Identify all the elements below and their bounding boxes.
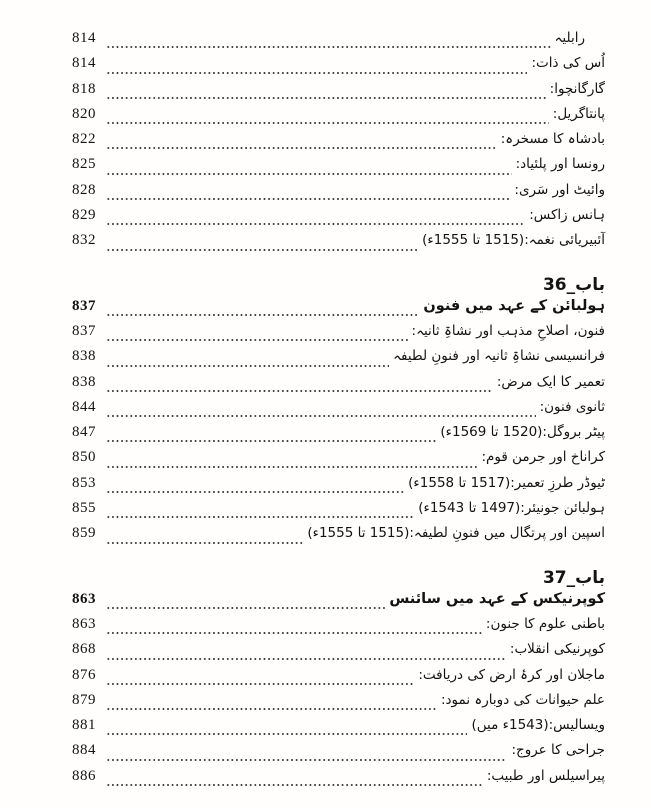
page-number: 832 <box>72 232 96 249</box>
dotted-leader <box>106 631 482 635</box>
toc-entry-row <box>72 591 605 616</box>
dotted-leader <box>106 45 551 49</box>
toc-entry-row <box>72 374 605 399</box>
toc-entry-row <box>72 449 605 474</box>
entry-title: ثانوی فنون: <box>539 398 605 415</box>
dotted-leader <box>106 707 437 711</box>
dotted-leader <box>106 96 546 100</box>
entry-title: کوپرنیکی انقلاب: <box>509 641 605 658</box>
dotted-leader <box>106 222 525 226</box>
dotted-leader <box>106 439 436 443</box>
page-number: 825 <box>72 156 96 173</box>
dotted-leader <box>106 657 506 661</box>
dotted-leader <box>106 313 419 317</box>
entry-title: رونسا اور پلئیاد: <box>515 156 605 173</box>
page-number: 838 <box>72 348 96 365</box>
page-number: 863 <box>72 590 96 607</box>
toc-entry-row <box>72 742 605 767</box>
toc-entry-row <box>72 106 605 131</box>
page-number: 850 <box>72 449 96 466</box>
dotted-leader <box>106 121 549 125</box>
dotted-leader <box>106 197 510 201</box>
page-number: 820 <box>72 105 96 122</box>
entry-title: وائیٹ اور سَری: <box>514 181 605 198</box>
toc-entry-row <box>72 232 605 257</box>
page-number: 844 <box>72 398 96 415</box>
entry-title: ویسالیس:(1543ء میں) <box>471 717 605 734</box>
dotted-leader <box>106 783 483 787</box>
dotted-leader <box>106 758 507 762</box>
dotted-leader <box>106 146 497 150</box>
toc-entry-row <box>72 348 605 373</box>
page-number: 884 <box>72 742 96 759</box>
dotted-leader <box>106 515 414 519</box>
entry-title: پیٹر بروگل:(1520 تا 1569ء) <box>440 424 605 441</box>
entry-title: ہانس زاکس: <box>529 207 605 224</box>
entry-title: پانتاگریل: <box>552 105 605 122</box>
entry-title: اسپین اور پرتگال میں فنونِ لطیفہ:(1515 تا 1555ء) <box>307 525 605 542</box>
dotted-leader <box>106 490 404 494</box>
toc-entry-row <box>72 55 605 80</box>
toc-entry-row <box>72 323 605 348</box>
dotted-leader <box>106 682 414 686</box>
toc-entry-row <box>72 641 605 666</box>
page-number: 868 <box>72 641 96 658</box>
toc-entry-row <box>72 768 605 793</box>
entry-title: کوپرنیکس کے عہد میں سائنس <box>389 590 605 607</box>
toc-entry-row <box>72 81 605 106</box>
dotted-leader <box>106 71 527 75</box>
dotted-leader <box>106 364 389 368</box>
page-number: 838 <box>72 373 96 390</box>
toc-entry-row <box>72 131 605 156</box>
dotted-leader <box>106 414 536 418</box>
page-number: 814 <box>72 55 96 72</box>
entry-title: جراحی کا عروج: <box>511 742 605 759</box>
toc-entry-row <box>72 475 605 500</box>
toc-entry-row <box>72 717 605 742</box>
toc-entry-row <box>72 616 605 641</box>
dotted-leader <box>106 732 467 736</box>
entry-title: فنون، اصلاحِ مذہب اور نشاۃِ ثانیہ: <box>411 322 605 339</box>
entry-title: علم حیوانات کی دوبارہ نمود: <box>440 691 605 708</box>
entry-title: ماجلان اور کرۂ ارض کی دریافت: <box>418 666 605 683</box>
page-number: 837 <box>72 322 96 339</box>
page-number: 837 <box>72 297 96 314</box>
toc-entry-row <box>72 692 605 717</box>
dotted-leader <box>106 338 408 342</box>
page-number: 829 <box>72 207 96 224</box>
entry-title: پیراسیلس اور طبیب: <box>486 767 605 784</box>
toc-entry-row <box>72 298 605 323</box>
toc-entry-row <box>72 156 605 181</box>
dotted-leader <box>106 465 477 469</box>
page-number: 886 <box>72 767 96 784</box>
toc-list <box>72 30 605 793</box>
dotted-leader <box>106 248 418 252</box>
toc-entry-row <box>72 667 605 692</box>
entry-title: رابلیہ <box>554 30 585 46</box>
dotted-leader <box>106 389 493 393</box>
page-number: 818 <box>72 80 96 97</box>
toc-entry-row <box>72 500 605 525</box>
entry-title: آئبیریائی نغمہ:(1515 تا 1555ء) <box>422 232 605 249</box>
toc-entry-row <box>72 525 605 550</box>
toc-entry-row <box>72 182 605 207</box>
toc-entry-row <box>72 399 605 424</box>
entry-title: فرانسیسی نشاۃِ ثانیہ اور فنونِ لطیفہ <box>393 348 605 365</box>
dotted-leader <box>106 606 385 610</box>
page-number: 822 <box>72 131 96 148</box>
dotted-leader <box>106 541 303 545</box>
chapter-label: باب_37 <box>542 567 605 588</box>
entry-title: ٹیوڈر طرزِ تعمیر:(1517 تا 1558ء) <box>408 474 605 491</box>
toc-entry-row <box>72 207 605 232</box>
chapter-label: باب_36 <box>542 274 605 295</box>
page-number: 876 <box>72 666 96 683</box>
page-number: 859 <box>72 525 96 542</box>
entry-title: ہولبائن جونیئر:(1497 تا 1543ء) <box>418 500 605 517</box>
page-number: 847 <box>72 424 96 441</box>
page-number: 855 <box>72 500 96 517</box>
page-number: 863 <box>72 615 96 632</box>
dotted-leader <box>106 172 512 176</box>
page-number: 828 <box>72 181 96 198</box>
toc-entry-row <box>72 30 605 55</box>
entry-title: گارگانچوا: <box>549 80 605 97</box>
page-number: 814 <box>72 30 96 46</box>
entry-title: باطنی علوم کا جنون: <box>485 615 605 632</box>
entry-title: تعمیر کا ایک مرض: <box>496 373 605 390</box>
page-number: 881 <box>72 717 96 734</box>
entry-title: اُس کی ذات: <box>531 55 605 72</box>
page-number: 853 <box>72 474 96 491</box>
entry-title: کراناخ اور جرمن قوم: <box>481 449 605 466</box>
page-number: 879 <box>72 691 96 708</box>
entry-title: بادشاہ کا مسخرہ: <box>500 131 605 148</box>
toc-entry-row <box>72 424 605 449</box>
entry-title: ہولبائن کے عہد میں فنون <box>423 297 605 314</box>
